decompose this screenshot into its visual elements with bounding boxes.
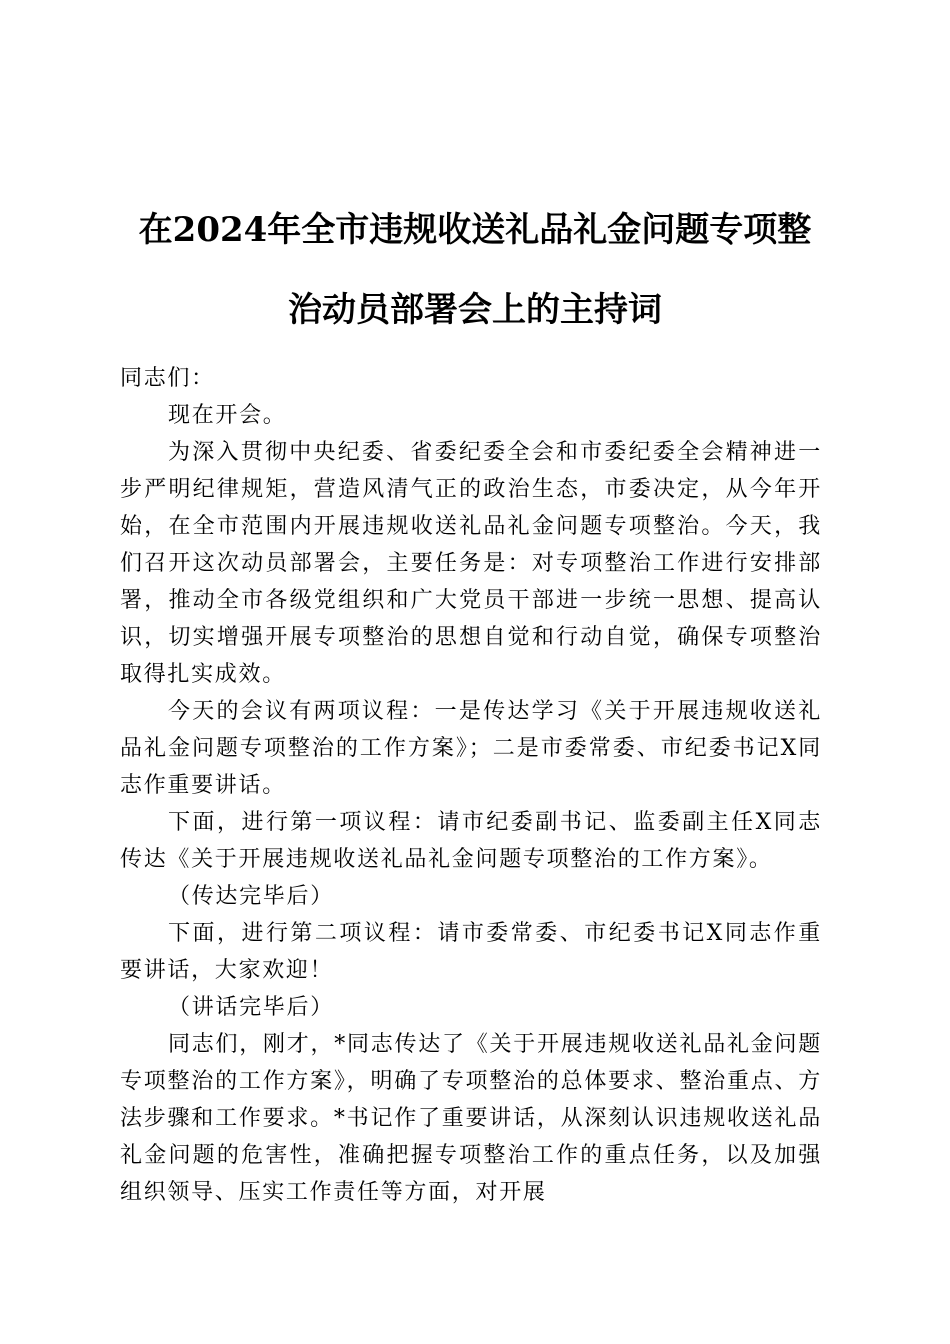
- paragraph-purpose: 为深入贯彻中央纪委、省委纪委全会和市委纪委全会精神进一步严明纪律规矩，营造风清气正的政治生态，市委决定，从今年开始，在全市范围内开展违规收送礼品礼金问题专项整治。今天，我们召开这次动员部署会，主要任务是：对专项整治工作进行安排部署，推动全市各级党组织和广大党员干部进一步统一思想、提高认识，切实增强开展专项整治的思想自觉和行动自觉，确保专项整治取得扎实成效。: [120, 440, 822, 687]
- paragraph-agenda-item-1: 下面，进行第一项议程：请市纪委副书记、监委副主任X同志传达《关于开展违规收送礼品礼金问题专项整治的工作方案》。: [120, 810, 822, 872]
- paragraph-agenda-item-2: 下面，进行第二项议程：请市委常委、市纪委书记X同志作重要讲话，大家欢迎！: [120, 921, 822, 983]
- note-after-item-1: （传达完毕后）: [168, 884, 334, 909]
- document-title: [100, 190, 850, 350]
- title-line-1: 在2024年全市违规收送礼品礼金问题专项整: [138, 210, 812, 250]
- paragraph-summary: 同志们，刚才，*同志传达了《关于开展违规收送礼品礼金问题专项整治的工作方案》，明确了专项整治的总体要求、整治重点、方法步骤和工作要求。*书记作了重要讲话，从深刻认识违规收送礼品礼金问题的危害性，准确把握专项整治工作的重点任务，以及加强组织领导、压实工作责任等方面，对开展: [120, 1032, 822, 1205]
- title-line-2: 治动员部署会上的主持词: [288, 290, 662, 330]
- greeting: 同志们：: [120, 366, 215, 391]
- paragraph-opening: 现在开会。: [168, 403, 287, 428]
- note-after-item-2: （讲话完毕后）: [168, 995, 334, 1020]
- paragraph-agenda: 今天的会议有两项议程：一是传达学习《关于开展违规收送礼品礼金问题专项整治的工作方案》；二是市委常委、市纪委书记X同志作重要讲话。: [120, 699, 822, 798]
- document-body: [120, 360, 822, 1211]
